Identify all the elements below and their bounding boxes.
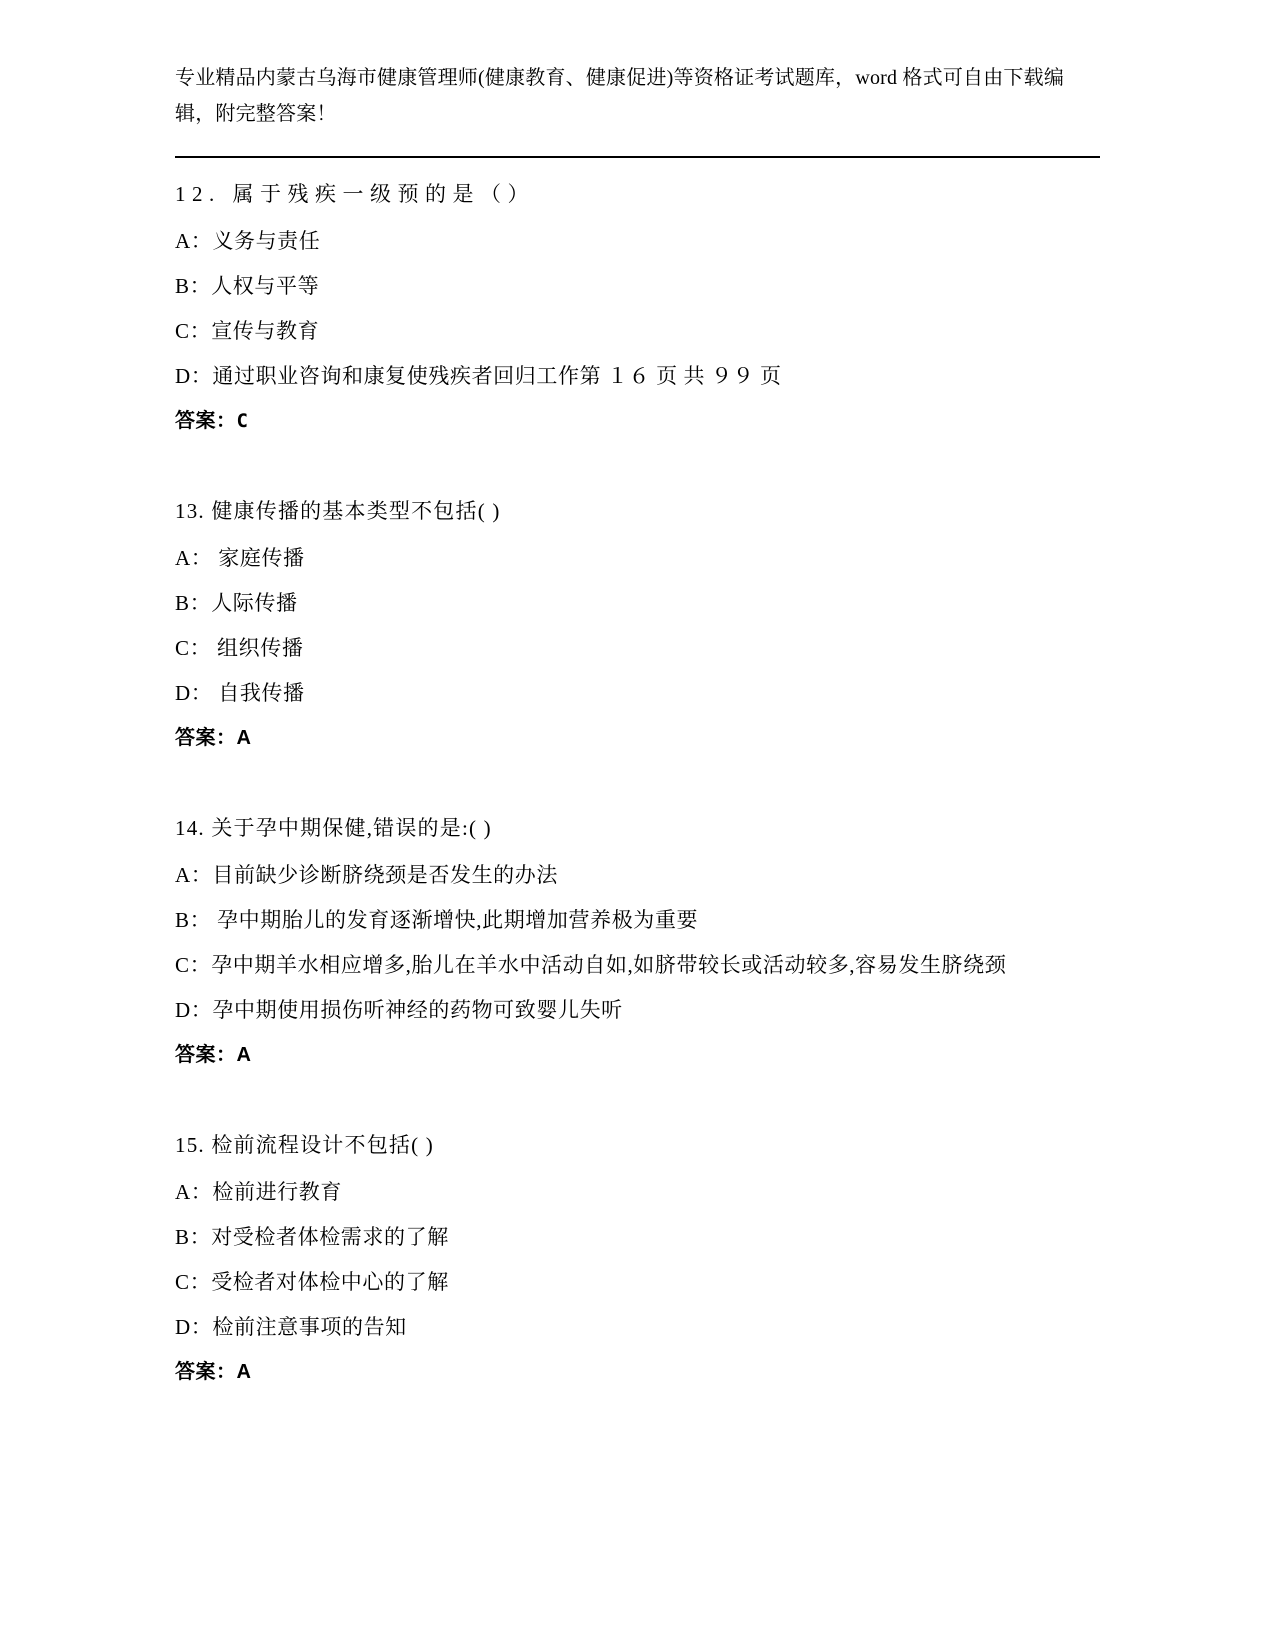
question-number: 14. <box>175 816 205 840</box>
question-text: 关于孕中期保健,错误的是:( ) <box>211 816 492 840</box>
question-block <box>175 806 1100 1077</box>
answer-line <box>175 1033 1100 1077</box>
question-number: 13. <box>175 499 205 523</box>
question-option: A：检前进行教育 <box>175 1180 342 1204</box>
answer-label: 答案： <box>175 410 237 432</box>
question-option: A：目前缺少诊断脐绕颈是否发生的办法 <box>175 863 558 887</box>
answer-line <box>175 1350 1100 1394</box>
question-number: 12. <box>175 182 221 206</box>
question-stem <box>175 1123 1100 1168</box>
question-option: B：人权与平等 <box>175 274 320 298</box>
answer-label: 答案： <box>175 1044 237 1066</box>
question-stem <box>175 489 1100 534</box>
question-option: C：宣传与教育 <box>175 319 320 343</box>
question-option: B：对受检者体检需求的了解 <box>175 1225 449 1249</box>
question-text: 检前流程设计不包括( ) <box>211 1133 434 1157</box>
answer-line <box>175 716 1100 760</box>
question-option: C： 组织传播 <box>175 636 304 660</box>
answer-value: A <box>236 727 252 749</box>
header-divider <box>175 156 1100 158</box>
question-option: D： 自我传播 <box>175 681 305 705</box>
answer-value: A <box>236 1044 252 1066</box>
question-option: D：通过职业咨询和康复使残疾者回归工作第 １６ 页 共 ９９ 页 <box>175 364 782 388</box>
question-stem <box>175 172 1100 217</box>
question-option: A：义务与责任 <box>175 229 321 253</box>
question-option: B：人际传播 <box>175 591 298 615</box>
question-option: A： 家庭传播 <box>175 546 305 570</box>
question-option: D：检前注意事项的告知 <box>175 1315 407 1339</box>
answer-line <box>175 399 1100 443</box>
question-option: B： 孕中期胎儿的发育逐渐增快,此期增加营养极为重要 <box>175 908 699 932</box>
question-option: C：孕中期羊水相应增多,胎儿在羊水中活动自如,如脐带较长或活动较多,容易发生脐绕颈 <box>175 953 1007 977</box>
question-block <box>175 489 1100 760</box>
question-option: C：受检者对体检中心的了解 <box>175 1270 449 1294</box>
question-option: D：孕中期使用损伤听神经的药物可致婴儿失听 <box>175 998 623 1022</box>
question-block <box>175 172 1100 443</box>
answer-label: 答案： <box>175 1361 237 1383</box>
answer-value: C <box>236 410 249 432</box>
question-text: 属于残疾一级预的是（） <box>232 182 535 206</box>
question-block <box>175 1123 1100 1394</box>
document-header: 专业精品内蒙古乌海市健康管理师(健康教育、健康促进)等资格证考试题库，word 格式可自由下载编辑，附完整答案！ <box>175 67 1065 125</box>
answer-value: A <box>236 1361 252 1383</box>
question-text: 健康传播的基本类型不包括( ) <box>211 499 501 523</box>
question-number: 15. <box>175 1133 205 1157</box>
question-stem <box>175 806 1100 851</box>
answer-label: 答案： <box>175 727 237 749</box>
